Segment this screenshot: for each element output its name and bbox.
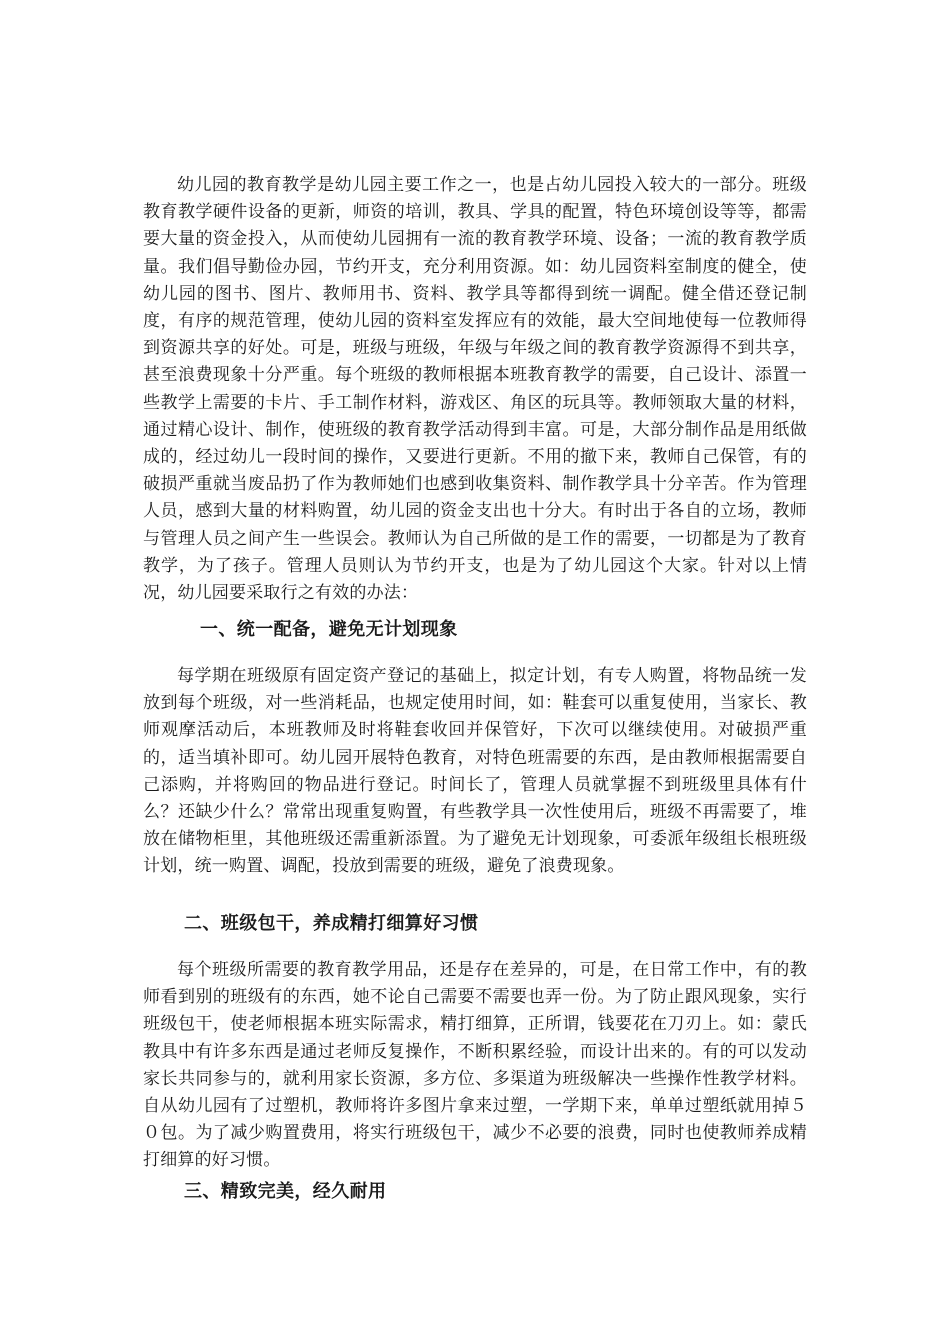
section-heading-1: 一、统一配备，避免无计划现象	[200, 619, 458, 640]
section-heading-3: 三、精致完美，经久耐用	[184, 1181, 387, 1202]
intro-paragraph: 幼儿园的教育教学是幼儿园主要工作之一，也是占幼儿园投入较大的一部分。班级教育教学硬件设备的更新，师资的培训，教具、学具的配置，特色环境创设等等，都需要大量的资金投入，从而使幼儿园拥有一流的教育教学环境、设备；一流的教育教学质量。我们倡导勤俭办园，节约开支，充分利用资源。如：幼儿园资料室制度的健全，使幼儿园的图书、图片、教师用书、资料、教学具等都得到统一调配。健全借还登记制度，有序的规范管理，使幼儿园的资料室发挥应有的效能，最大空间地使每一位教师得到资源共享的好处。可是，班级与班级，年级与年级之间的教育教学资源得不到共享，甚至浪费现象十分严重。每个班级的教师根据本班教育教学的需要，自己设计、添置一些教学上需要的卡片、手工制作材料，游戏区、角区的玩具等。教师领取大量的材料，通过精心设计、制作，使班级的教育教学活动得到丰富。可是，大部分制作品是用纸做成的，经过幼儿一段时间的操作，又要进行更新。不用的撤下来，教师自己保管，有的破损严重就当废品扔了作为教师她们也感到收集资料、制作教学具十分辛苦。作为管理人员，感到大量的材料购置，幼儿园的资金支出也十分大。有时出于各自的立场，教师与管理人员之间产生一些误会。教师认为自己所做的是工作的需要，一切都是为了教育教学，为了孩子。管理人员则认为节约开支，也是为了幼儿园这个大家。针对以上情况，幼儿园要采取行之有效的办法：	[143, 175, 807, 604]
section-1-paragraph: 每学期在班级原有固定资产登记的基础上，拟定计划，有专人购置，将物品统一发放到每个班级，对一些消耗品，也规定使用时间，如：鞋套可以重复使用，当家长、教师观摩活动后，本班教师及时将鞋套收回并保管好，下次可以继续使用。对破损严重的，适当填补即可。幼儿园开展特色教育，对特色班需要的东西，是由教师根据需要自己添购，并将购回的物品进行登记。时间长了，管理人员就掌握不到班级里具体有什么？还缺少什么？常常出现重复购置，有些教学具一次性使用后，班级不再需要了，堆放在储物柜里，其他班级还需重新添置。为了避免无计划现象，可委派年级组长根班级计划，统一购置、调配，投放到需要的班级，避免了浪费现象。	[143, 666, 807, 877]
section-2-paragraph: 每个班级所需要的教育教学用品，还是存在差异的，可是，在日常工作中，有的教师看到别的班级有的东西，她不论自己需要不需要也弄一份。为了防止跟风现象，实行班级包干，使老师根据本班实际需求，精打细算，正所谓，钱要花在刀刃上。如：蒙氏教具中有许多东西是通过老师反复操作，不断积累经验，而设计出来的。有的可以发动家长共同参与的，就利用家长资源，多方位、多渠道为班级解决一些操作性教学材料。自从幼儿园有了过塑机，教师将许多图片拿来过塑，一学期下来，单单过塑纸就用掉５０包。为了减少购置费用，将实行班级包干，减少不必要的浪费，同时也使教师养成精打细算的好习惯。	[143, 960, 807, 1171]
section-heading-2: 二、班级包干，养成精打细算好习惯	[184, 913, 479, 934]
